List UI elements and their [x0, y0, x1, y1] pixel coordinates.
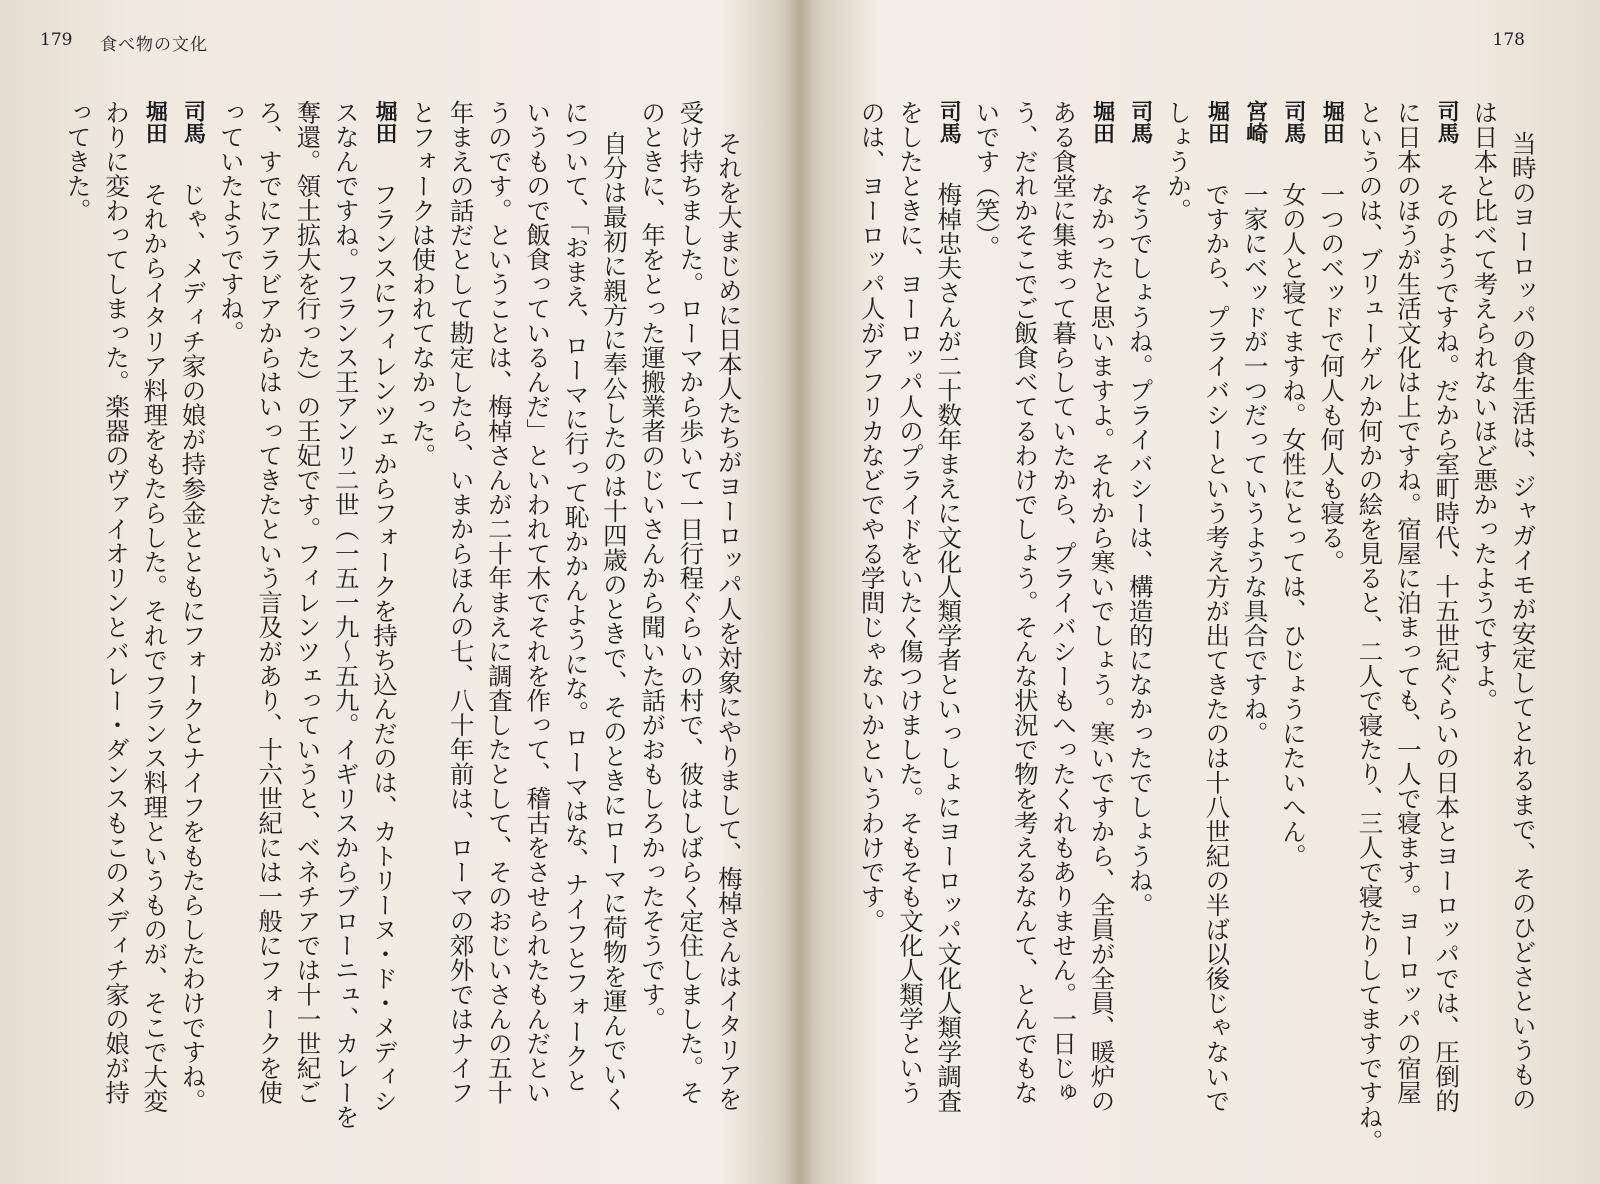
- left-text-body: [59, 100, 748, 1140]
- text-column: [1389, 100, 1427, 1140]
- text-line: それを大まじめに日本人たちがヨーロッパ人を対象にやりまして、梅棹さんはイタリアを: [714, 131, 744, 1111]
- text-line: 当時のヨーロッパの食生活は、ジャガイモが安定してとれるまで、そのひどさというもの: [1508, 131, 1538, 1111]
- text-column: [1504, 100, 1542, 1140]
- text-column: [403, 100, 441, 1140]
- text-line: というのは、ブリューゲルか何かの絵を見ると、二人で寝たり、三人で寝たりしてますですね。: [1355, 100, 1385, 1154]
- text-line: について、「おまえ、ローマに行って恥かかんようにな。ローマはな、ナイフとフォークと: [561, 100, 591, 1093]
- text-line: ってきた。: [63, 100, 93, 223]
- text-line: じゃ、メディチ家の娘が持参金とともにフォークとナイフをもたらしたわけですね。: [178, 182, 208, 1113]
- text-column: [442, 100, 480, 1140]
- text-line: ろ、すでにアラビアからはいってきたという言及があり、十六世紀には一般にフォークを使: [255, 100, 285, 1105]
- page-number-left: 179: [40, 30, 73, 50]
- text-column: [1427, 100, 1465, 1140]
- text-line: ある食堂に集まって暮らしていたから、プライバシーもへったくれもありません。一日じゅ: [1049, 100, 1079, 1105]
- text-column: [365, 100, 403, 1140]
- text-line: っていたようですね。: [216, 100, 246, 345]
- text-line: とフォークは使われてなかった。: [408, 100, 438, 468]
- text-line: うのです。ということは、梅棹さんが二十年まえに調査したとして、そのおじいさんの五十: [484, 100, 514, 1105]
- text-column: [1044, 100, 1082, 1140]
- text-line: のときに、年をとった運搬業者のじいさんから聞いた話がおもしろかったそうです。: [638, 100, 668, 1031]
- text-column: [480, 100, 518, 1140]
- text-line: いです（笑）。: [972, 100, 1002, 260]
- text-column: [1351, 100, 1389, 1154]
- text-column: [633, 100, 671, 1140]
- text-line: 梅棹忠夫さんが二十数年まえに文化人類学者といっしょにヨーロッパ文化人類学調査: [934, 182, 964, 1113]
- text-column: [174, 100, 212, 1140]
- text-line: 自分は最初に親方に奉公したのは十四歳のときで、そのときにローマに荷物を運んでいく: [599, 131, 629, 1111]
- text-column: [1236, 100, 1274, 1140]
- text-column: [1312, 100, 1350, 1140]
- text-line: う、だれかそこでご飯食べてるわけでしょう。そんな状況で物を考えるなんて、とんでもな: [1010, 100, 1040, 1105]
- text-column: [1159, 100, 1197, 1140]
- text-column: [135, 100, 173, 1140]
- text-line: スなんですね。フランス王アンリ二世（一五一九〜五九。イギリスからブローニュ、カレーを: [331, 100, 361, 1129]
- text-column: [288, 100, 326, 1140]
- speaker-label: 堀田: [1319, 100, 1345, 144]
- text-line: 一つのベッドで何人も何人も寝る。: [1317, 182, 1347, 574]
- text-column: [59, 100, 97, 1140]
- right-text-body: [853, 100, 1542, 1154]
- text-column: [671, 100, 709, 1140]
- text-line: それからイタリア料理をもたらした。それでフランス料理というものが、そこで大変: [140, 182, 170, 1113]
- text-line: そのようですね。だから室町時代、十五世紀ぐらいの日本とヨーロッパでは、圧倒的: [1432, 182, 1462, 1113]
- speaker-label: 堀田: [142, 100, 168, 144]
- text-column: [1197, 100, 1235, 1140]
- text-line: は日本と比べて考えられないほど悪かったようですよ。: [1470, 100, 1500, 713]
- text-line: 女の人と寝てますね。女性にとっては、ひじょうにたいへん。: [1278, 182, 1308, 868]
- speaker-label: 司馬: [180, 100, 206, 144]
- text-column: [1006, 100, 1044, 1140]
- text-column: [1121, 100, 1159, 1140]
- text-line: なかったと思いますよ。それから寒いでしょう。寒いですから、全員が全員、暖炉の: [1087, 182, 1117, 1113]
- speaker-label: 司馬: [1127, 100, 1153, 144]
- text-column: [212, 100, 250, 1140]
- text-line: をしたときに、ヨーロッパ人のプライドをいたく傷つけました。そもそも文化人類学という: [895, 100, 925, 1105]
- text-column: [250, 100, 288, 1140]
- text-column: [968, 100, 1006, 1140]
- text-column: [518, 100, 556, 1140]
- text-line: 奪還。領土拡大を行った）の王妃です。フィレンツェっていうと、ベネチアでは十一世紀ご: [293, 100, 323, 1105]
- running-title: 食べ物の文化: [100, 35, 208, 55]
- text-line: フランスにフィレンツェからフォークを持ち込んだのは、カトリーヌ・ド・メディシ: [370, 182, 400, 1113]
- text-column: [710, 100, 748, 1140]
- text-line: 年まえの話だとして勘定したら、いまからほんの七、八十年前は、ローマの郊外ではナイフ: [446, 100, 476, 1105]
- text-line: のは、ヨーロッパ人がアフリカなどでやる学問じゃないかというわけです。: [857, 100, 887, 933]
- text-column: [557, 100, 595, 1140]
- text-column: [891, 100, 929, 1140]
- text-column: [97, 100, 135, 1140]
- speaker-label: 堀田: [1089, 100, 1115, 144]
- text-column: [853, 100, 891, 1140]
- speaker-label: 宮崎: [1242, 100, 1268, 144]
- text-line: ですから、プライバシーという考え方が出てきたのは十八世紀の半ば以後じゃないで: [1202, 182, 1232, 1113]
- text-column: [1465, 100, 1503, 1140]
- speaker-label: 司馬: [936, 100, 962, 144]
- text-line: に日本のほうが生活文化は上ですね。宿屋に泊まっても、一人で寝ます。ヨーロッパの宿屋: [1393, 100, 1423, 1105]
- speaker-label: 司馬: [1434, 100, 1460, 144]
- text-line: しょうか。: [1164, 100, 1194, 223]
- right-page: [810, 0, 1600, 1184]
- text-column: [929, 100, 967, 1140]
- text-line: いうもので飯食っているんだ」といわれて木でそれを作って、稽古をさせられたもんだとい: [523, 100, 553, 1105]
- speaker-label: 堀田: [1204, 100, 1230, 144]
- left-page: [0, 0, 790, 1184]
- text-column: [1274, 100, 1312, 1140]
- text-column: [1082, 100, 1120, 1140]
- text-line: わりに変わってしまった。楽器のヴァイオリンとバレー・ダンスもこのメディチ家の娘が持: [101, 100, 131, 1105]
- text-line: そうでしょうね。プライバシーは、構造的になかったでしょうね。: [1125, 182, 1155, 917]
- text-column: [595, 100, 633, 1140]
- text-column: [327, 100, 365, 1140]
- page-number-right: 178: [1492, 30, 1525, 50]
- text-line: 一家にベッドが一つだっていうような具合ですね。: [1240, 182, 1270, 746]
- speaker-label: 司馬: [1280, 100, 1306, 144]
- text-line: 受け持ちました。ローマから歩いて一日行程ぐらいの村で、彼はしばらく定住しました。そ: [676, 100, 706, 1105]
- speaker-label: 堀田: [372, 100, 398, 144]
